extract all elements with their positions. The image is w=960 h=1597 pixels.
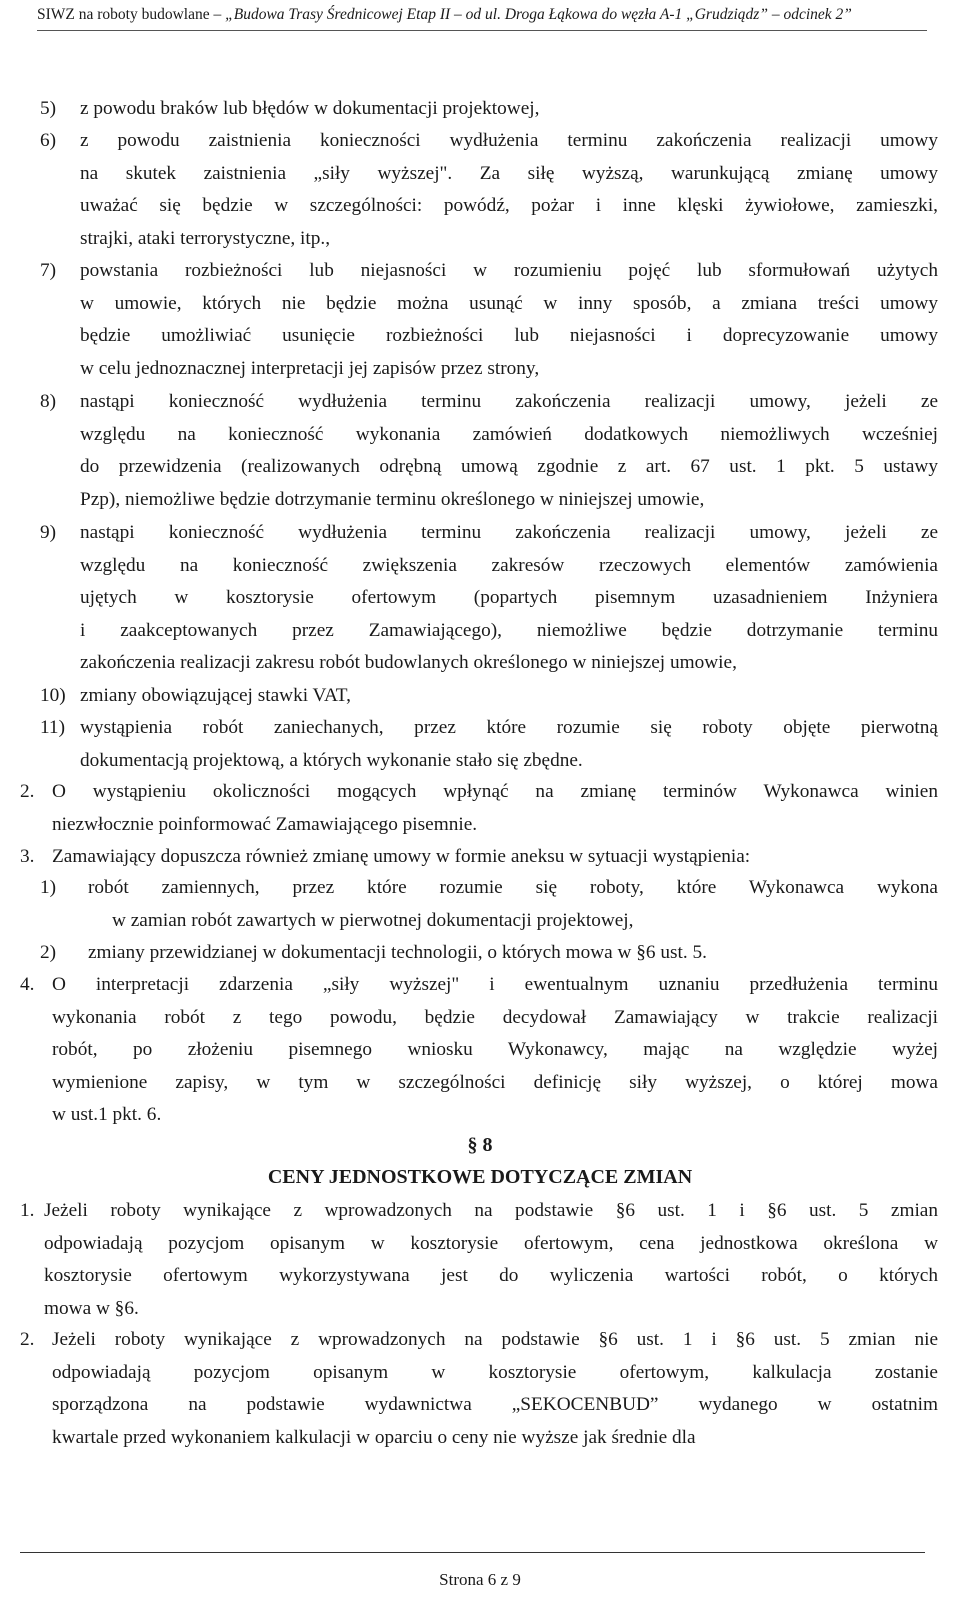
paragraph-line: w ust.1 pkt. 6. [52, 1104, 162, 1125]
paragraph-line: względu na konieczność wykonania zamówień dodatkowych niemożliwych wcześniej [80, 423, 938, 445]
section-title: CENY JEDNOSTKOWE DOTYCZĄCE ZMIAN [267, 1166, 693, 1188]
paragraph-line: Zamawiający dopuszcza również zmianę umowy w formie aneksu w sytuacji wystąpienia: [52, 846, 751, 867]
footer-divider [20, 1552, 925, 1553]
paragraph-line: wystąpienia robót zaniechanych, przez które rozumie się roboty objęte pierwotną [80, 717, 938, 738]
paragraph-line: odpowiadają pozycjom opisanym w kosztorysie ofertowym, cena jednostkowa określona w [44, 1232, 938, 1254]
paragraph-line: Pzp), niemożliwe będzie dotrzymanie terminu określonego w niniejszej umowie, [80, 488, 705, 510]
paragraph-line: O wystąpieniu okoliczności mogących wpłynąć na zmianę terminów Wykonawca winien [52, 781, 938, 802]
section-symbol: § 8 [467, 1134, 493, 1156]
item-number: 2. [20, 1329, 35, 1350]
paragraph-line: z powodu zaistnienia konieczności wydłużenia terminu zakończenia realizacji umowy [80, 130, 938, 151]
item-number: 7) [40, 260, 57, 281]
paragraph-line: względu na konieczność zwiększenia zakresów rzeczowych elementów zamówienia [80, 554, 938, 576]
paragraph-line: Jeżeli roboty wynikające z wprowadzonych na podstawie §6 ust. 1 i §6 ust. 5 zmian [44, 1200, 938, 1221]
paragraph-line: powstania rozbieżności lub niejasności w rozumieniu pojęć lub sformułowań użytych [80, 260, 938, 281]
item-number: 2. [20, 781, 35, 802]
item-number: 8) [40, 391, 57, 412]
page-number: Strona 6 z 9 [439, 1570, 521, 1589]
item-number: 3. [20, 846, 35, 867]
paragraph-line: mowa w §6. [44, 1297, 139, 1319]
paragraph-line: uważać się będzie w szczególności: powódź, pożar i inne klęski żywiołowe, zamieszki, [80, 195, 938, 216]
item-number: 4. [20, 974, 35, 995]
paragraph-line: nastąpi konieczność wydłużenia terminu zakończenia realizacji umowy, jeżeli ze [80, 391, 938, 412]
paragraph-line: będzie umożliwiać usunięcie rozbieżności lub niejasności i doprecyzowanie umowy [80, 325, 938, 346]
item-number: 1. [20, 1200, 35, 1221]
header-divider [37, 30, 927, 31]
paragraph-line: robót, po złożeniu pisemnego wniosku Wykonawcy, mając na względzie wyżej [52, 1039, 938, 1060]
paragraph-line: ujętych w kosztorysie ofertowym (popartych pisemnym uzasadnieniem Inżyniera [80, 587, 938, 608]
paragraph-line: w umowie, których nie będzie można usunąć w inny sposób, a zmiana treści umowy [80, 292, 938, 314]
item-number: 11) [40, 717, 65, 738]
item-number: 6) [40, 130, 57, 151]
paragraph-line: wymienione zapisy, w tym w szczególności definicję siły wyższej, o której mowa [52, 1071, 938, 1093]
paragraph-line: strajki, ataki terrorystyczne, itp., [80, 227, 331, 249]
header-title: „Budowa Trasy Średnicowej Etap II – od ul. Droga Łąkowa do węzła A-1 „Grudziądz” – odcinek 2” [225, 6, 852, 23]
paragraph-line: z powodu braków lub błędów w dokumentacji projektowej, [80, 98, 540, 119]
paragraph-line: robót zamiennych, przez które rozumie się roboty, które Wykonawca wykona [88, 877, 938, 898]
paragraph-line: zmiany przewidzianej w dokumentacji technologii, o których mowa w §6 ust. 5. [88, 942, 707, 963]
paragraph-line: zmiany obowiązującej stawki VAT, [80, 685, 351, 706]
header-prefix: SIWZ na roboty budowlane – [37, 6, 226, 23]
paragraph-line: zakończenia realizacji zakresu robót budowlanych określonego w niniejszej umowie, [80, 652, 737, 673]
paragraph-line: i zaakceptowanych przez Zamawiającego), niemożliwe będzie dotrzymanie terminu [80, 619, 938, 641]
page-header [37, 5, 927, 25]
paragraph-line: kwartale przed wykonaniem kalkulacji w oparciu o ceny nie wyższe jak średnie dla [52, 1426, 696, 1448]
paragraph-line: dokumentacją projektową, a których wykonanie stało się zbędne. [80, 749, 583, 771]
paragraph-line: na skutek zaistnienia „siły wyższej". Za siłę wyższą, warunkującą zmianę umowy [80, 162, 938, 184]
paragraph-line: Jeżeli roboty wynikające z wprowadzonych na podstawie §6 ust. 1 i §6 ust. 5 zmian nie [52, 1329, 938, 1350]
paragraph-line: niezwłocznie poinformować Zamawiającego pisemnie. [52, 813, 478, 835]
paragraph-line: w celu jednoznacznej interpretacji jej zapisów przez strony, [80, 357, 540, 379]
paragraph-line: O interpretacji zdarzenia „siły wyższej" i ewentualnym uznaniu przedłużenia terminu [52, 974, 938, 995]
paragraph-line: wykonania robót z tego powodu, będzie decydował Zamawiający w trakcie realizacji [52, 1006, 938, 1028]
item-number: 1) [40, 877, 57, 898]
paragraph-line: sporządzona na podstawie wydawnictwa „SEKOCENBUD” wydanego w ostatnim [52, 1394, 938, 1415]
item-number: 10) [40, 685, 66, 706]
paragraph-line: w zamian robót zawartych w pierwotnej dokumentacji projektowej, [112, 909, 634, 931]
paragraph-line: do przewidzenia (realizowanych odrębną umową zgodnie z art. 67 ust. 1 pkt. 5 ustawy [80, 456, 938, 477]
paragraph-line: kosztorysie ofertowym wykorzystywana jest do wyliczenia wartości robót, o których [44, 1265, 938, 1286]
item-number: 2) [40, 942, 57, 963]
item-number: 5) [40, 98, 57, 119]
paragraph-line: odpowiadają pozycjom opisanym w kosztorysie ofertowym, kalkulacja zostanie [52, 1361, 938, 1383]
paragraph-line: nastąpi konieczność wydłużenia terminu zakończenia realizacji umowy, jeżeli ze [80, 522, 938, 543]
item-number: 9) [40, 522, 57, 543]
